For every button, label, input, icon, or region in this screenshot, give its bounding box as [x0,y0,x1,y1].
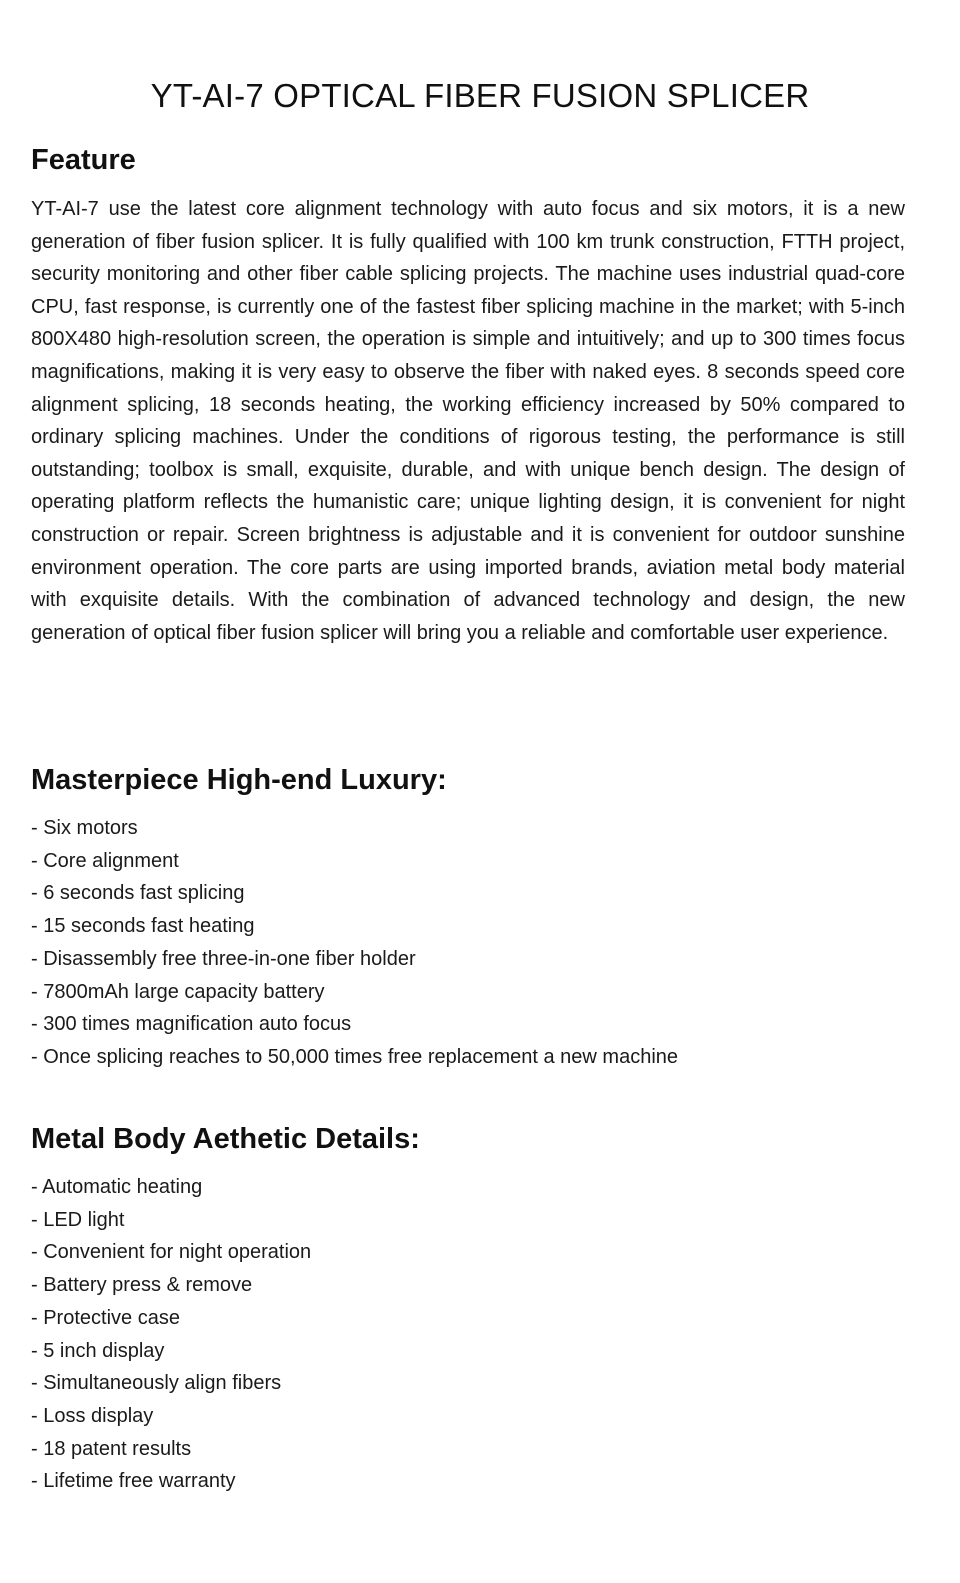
feature-description: YT-AI-7 use the latest core alignment technology with auto focus and six motors, it is a new generation of fiber fusion splicer. It is fully qualified with 100 km trunk construction, FTTH project, security monitoring and other fiber cable splicing projects. The machine uses industrial quad-core CPU, fast response, is currently one of the fastest fiber splicing machine in the market; with 5-inch 800X480 high-resolution screen, the operation is simple and intuitively; and up to 300 times focus magnifications, making it is very easy to observe the fiber with naked eyes. 8 seconds speed core alignment splicing, 18 seconds heating, the working efficiency increased by 50% compared to ordinary splicing machines. Under the conditions of rigorous testing, the performance is still outstanding; toolbox is small, exquisite, durable, and with unique bench design. The design of operating platform reflects the humanistic care; unique lighting design, it is convenient for night construction or repair. Screen brightness is adjustable and it is convenient for outdoor sunshine environment operation. The core parts are using imported brands, aviation metal body material with exquisite details. With the combination of advanced technology and design, the new generation of optical fiber fusion splicer will bring you a reliable and comfortable user experience. [31,198,905,644]
list-item: - 5 inch display [31,1339,165,1362]
list-item: - Disassembly free three-in-one fiber holder [31,947,416,970]
list-item: - 6 seconds fast splicing [31,882,245,905]
list-item: - Battery press & remove [31,1274,253,1297]
feature-heading: Feature [31,144,136,176]
list-item: - LED light [31,1208,125,1231]
page-title: YT-AI-7 OPTICAL FIBER FUSION SPLICER [150,77,810,114]
metal-heading: Metal Body Aethetic Details: [31,1123,420,1155]
list-item: - 18 patent results [31,1437,192,1460]
list-item: - 15 seconds fast heating [31,915,255,938]
list-item: - Loss display [31,1404,154,1427]
list-item: - Protective case [31,1306,180,1329]
list-item: - Once splicing reaches to 50,000 times free replacement a new machine [31,1045,679,1068]
list-item: - 300 times magnification auto focus [31,1013,352,1036]
list-item: - Convenient for night operation [31,1241,312,1264]
list-item: - Simultaneously align fibers [31,1372,282,1395]
luxury-list [31,812,911,1074]
list-item: - Core alignment [31,849,179,872]
luxury-heading: Masterpiece High-end Luxury: [31,764,447,796]
list-item: - 7800mAh large capacity battery [31,980,325,1003]
list-item: - Lifetime free warranty [31,1470,236,1493]
list-item: - Six motors [31,817,138,839]
metal-list [31,1171,911,1498]
list-item: - Automatic heating [31,1176,203,1198]
